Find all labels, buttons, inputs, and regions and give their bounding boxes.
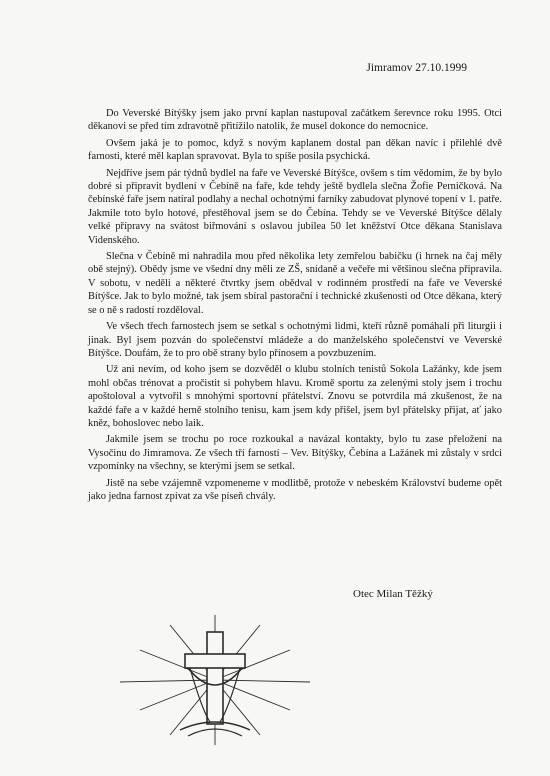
cross-horizontal [185,654,245,668]
paragraph: Do Veverské Bítýšky jsem jako první kaplan nastupoval začátkem šerevnce roku 1995. Otci děkanovi se před tím zdravotně přitížilo natolik, že musel dokonce do nemocnice. [88,108,502,133]
cross-emblem-icon [110,610,320,750]
paragraph: Jakmile jsem se trochu po roce rozkoukal a navázal kontakty, bylo tu zase přeložení na Vysočinu do Jimramova. Ze všech tří farností – Vev. Bítýšky, Čebína a Lažánek mi zůstaly v srdci vzpomínky na všechny, se kterými jsem se setkal. [88,434,502,473]
paragraph: Slečna v Čebíně mi nahradila mou před několika lety zemřelou babičku (i hrnek na čaj měly obě stejný). Obědy jsme ve všední dny měli ze ZŠ, snídaně a večeře mi většinou slečna připravila. V sobotu, v neděli a některé čtvrtky jsem obědval v rodinném prostředí na faře ve Veverské Bítýšce. Jak to bylo možné, tak jsem sbíral pastorační i technické zkušenosti od Otce děkana, který se o ně s radostí rozděloval. [88,251,502,316]
letter-body [88,107,502,506]
signature: Otec Milan Těžký [353,588,433,600]
paragraph: Ovšem jaká je to pomoc, když s novým kaplanem dostal pan děkan navíc i přilehlé dvě farnosti, které měl kaplan spravovat. Byla to spíše posila psychická. [88,137,502,163]
paragraph: Jistě na sebe vzájemně vzpomeneme v modlitbě, protože v nebeském Království budeme opět jako jedna farnost zpívat za vše píseň chvály. [88,477,502,502]
paragraph: Už ani nevím, od koho jsem se dozvěděl o klubu stolních tenistů Sokola Lažánky, kde jsem mohl občas trénovat a pročistit si pohybem hlavu. Kromě sportu za zelenými stoly jsem i trochu apoštoloval a vytvořil s mnohými sportovní přátelství. Znovu se potvrdila má zkušenost, že na každé faře a v každé herně stolního tenisu, kam jsem kdy přišel, jsem byl přátelsky přijat, ať jako kněz, bohoslovec nebo laik. [88,364,502,429]
cross-vertical [207,632,223,724]
paragraph: Ve všech třech farnostech jsem se setkal s ochotnými lidmi, kteří různě pomáhali při liturgii i jinak. Byl jsem pozván do společenství mládeže a do manželského společenství ve Veverské Bítýšce. Doufám, že to pro obě strany bylo přínosem a povzbuzením. [88,321,502,359]
paragraph: Nejdříve jsem pár týdnů bydlel na faře ve Veverské Bítýšce, ovšem s tím vědomím, že by bylo dobré si připravit bydlení v Čebíně na faře, kde tehdy ještě bydlela slečna Žofie Perničková. Na čebínské faře jsem natíral podlahy a nechal ochotnými farníky zabudovat plynové topení v 1. patře. Jakmile toto bylo hotové, přestěhoval jsem se do Čebína. Tehdy se ve Veverské Bítýšce dělaly velké přípravy na svátost biřmování s oslavou jubilea 50 let kněžství Otce děkana Stanislava Videnského. [88,167,502,246]
letter-date: Jimramov 27.10.1999 [366,62,467,74]
